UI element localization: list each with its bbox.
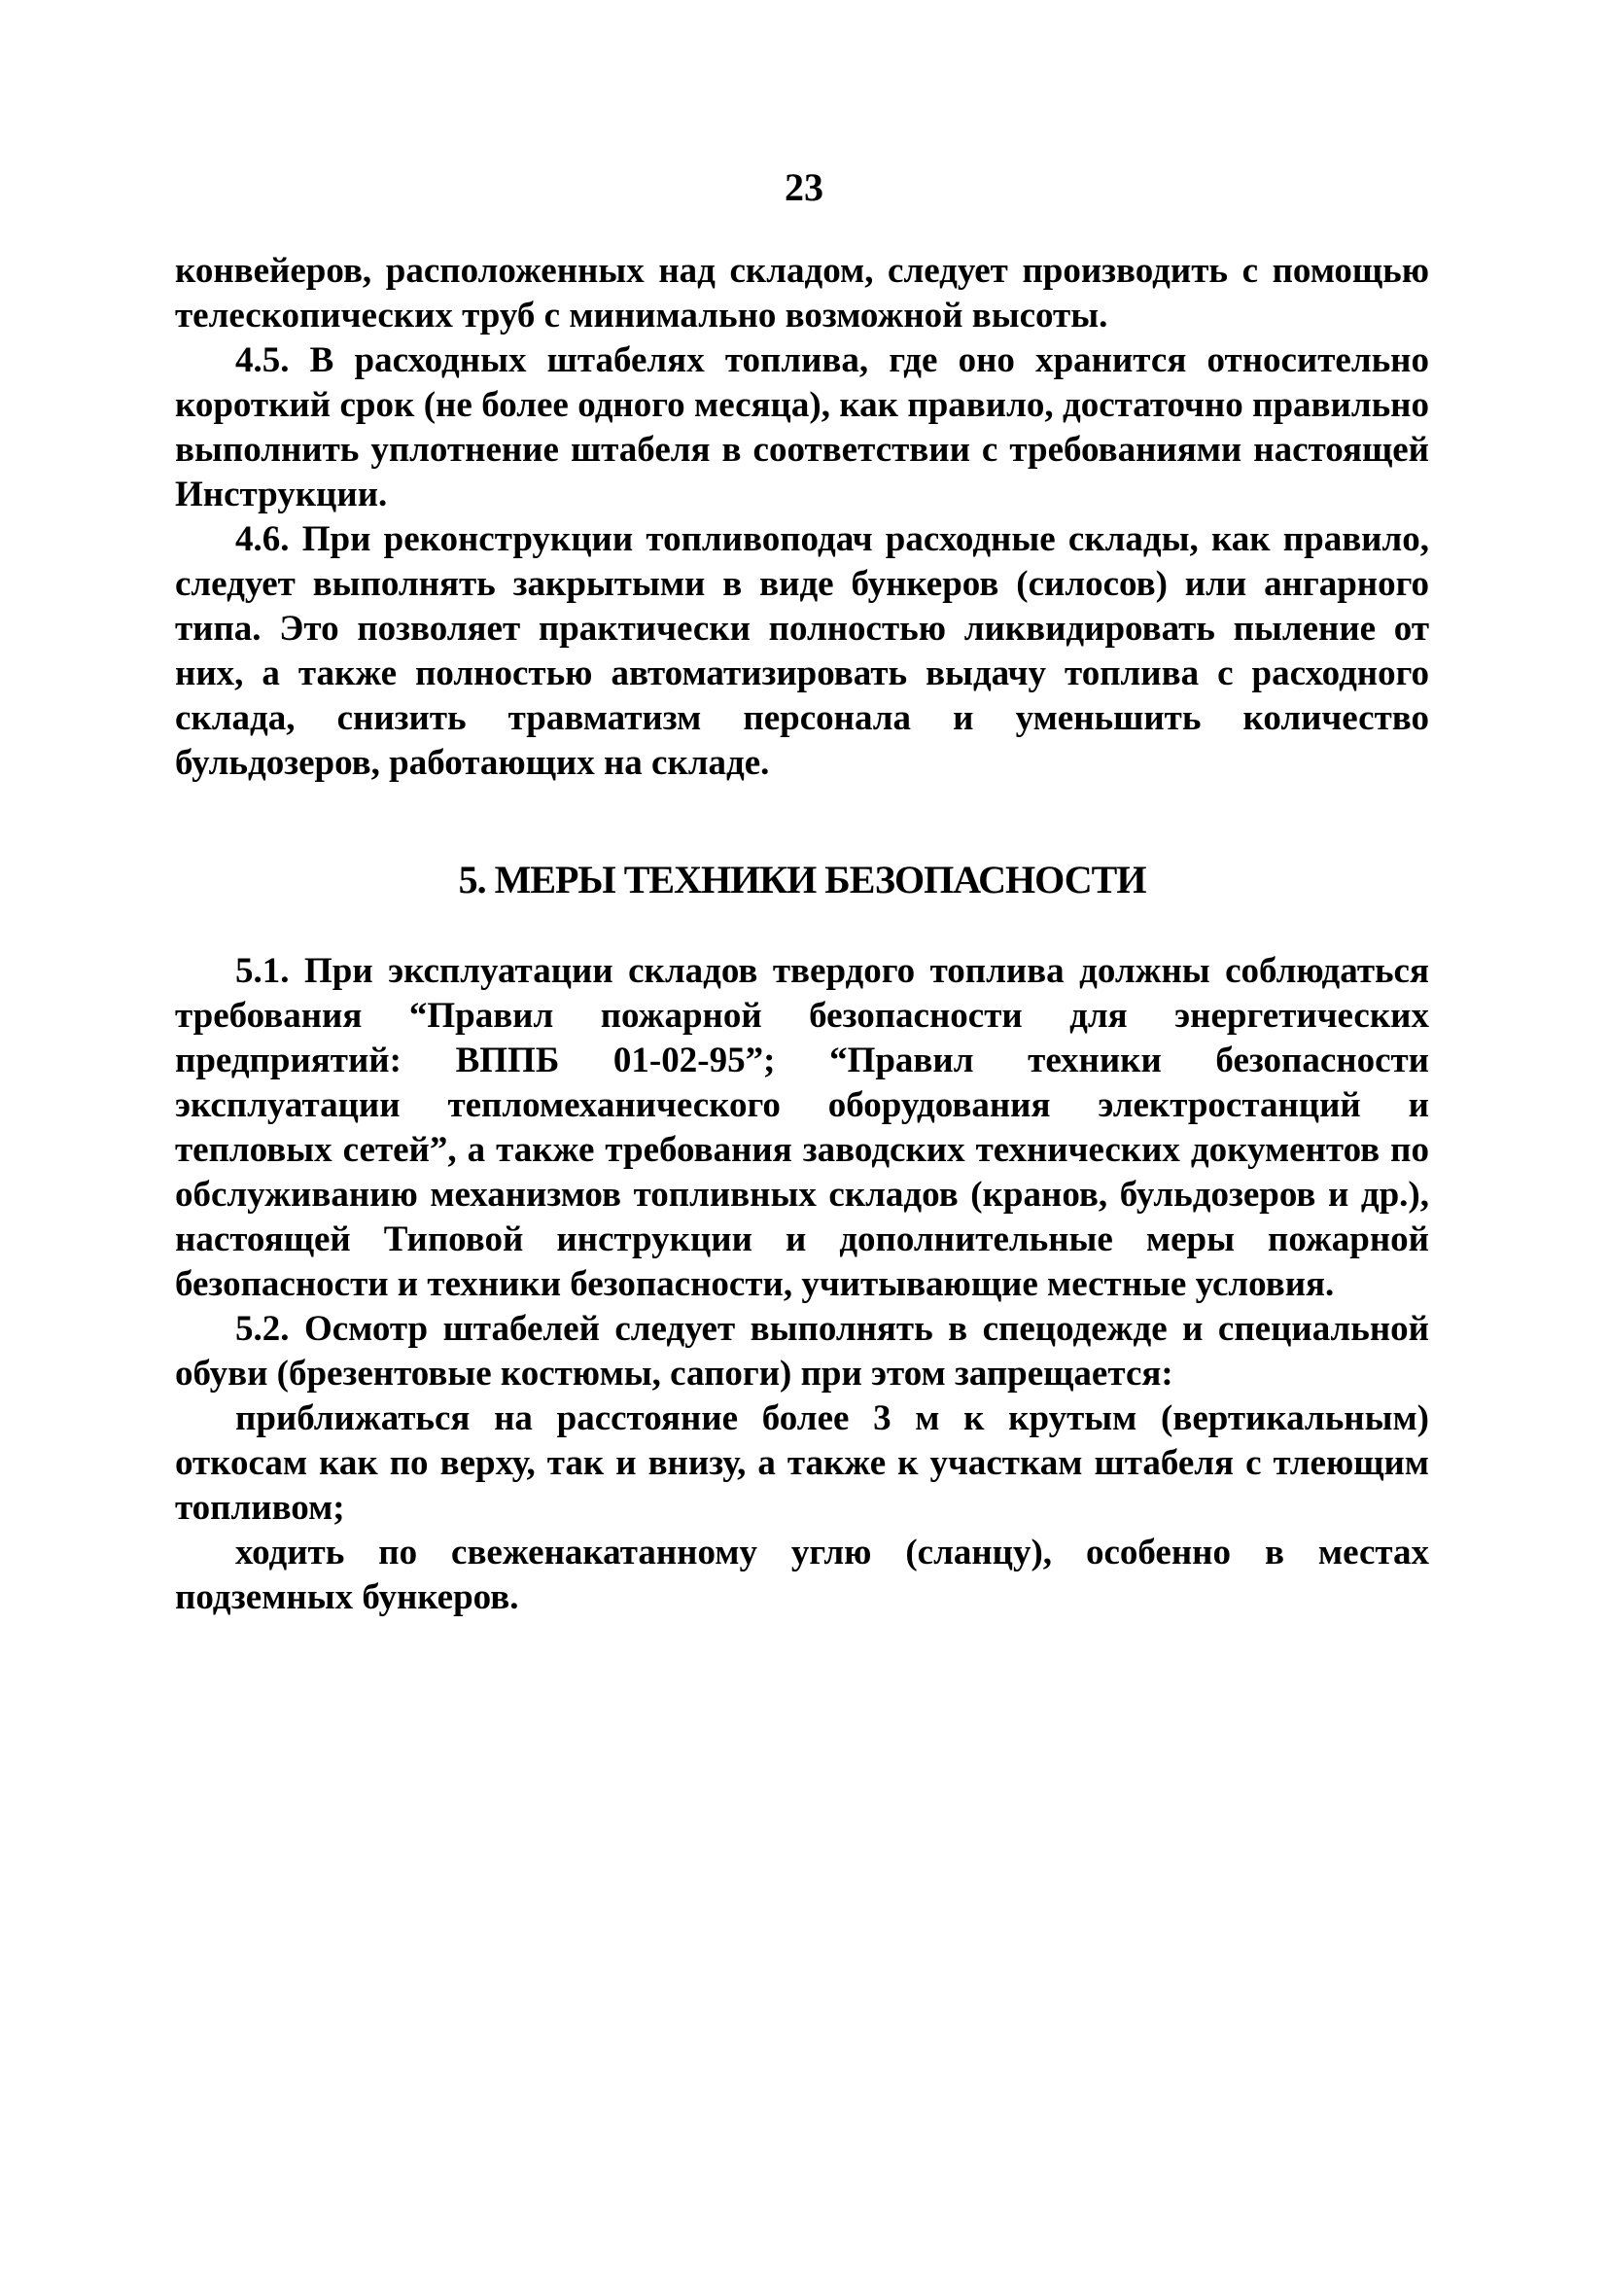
page-number: 23 [785,165,823,209]
text-column [175,249,1429,1620]
list-item-approach: приближаться на расстояние более 3 м к крутым (вертикальным) откосам как по верху, так и внизу, а также к участкам штабеля с тлеющим топливом; [175,1398,1429,1528]
section-heading: 5. МЕРЫ ТЕХНИКИ БЕЗОПАСНОСТИ [458,858,1146,901]
paragraph-4-5: 4.5. В расходных штабелях топлива, где оно хранится относительно короткий срок (не более одного месяца), как правило, достаточно правильно выполнить уплотнение штабеля в соответствии с требованиями настоящей Инструкции. [175,340,1429,514]
paragraph-5-2: 5.2. Осмотр штабелей следует выполнять в спецодежде и специальной обуви (брезентовые костюмы, сапоги) при этом запрещается: [175,1309,1429,1394]
paragraph-4-6: 4.6. При реконструкции топливоподач расходные склады, как правило, следует выполнять закрытыми в виде бункеров (силосов) или ангарного типа. Это позволяет практически полностью ликвидировать пыление от них, а также полностью автоматизировать выдачу топлива с расходного склада, снизить травматизм персонала и уменьшить количество бульдозеров, работающих на складе. [175,519,1429,783]
paragraph-5-1: 5.1. При эксплуатации складов твердого топлива должны соблюдаться требования “Правил пожарной безопасности для энергетических предприятий: ВППБ 01-02-95”; “Правил техники безопасности эксплуатации тепломеханического оборудования электростанций и тепловых сетей”, а также требования заводских технических документов по обслуживанию механизмов топливных складов (кранов, бульдозеров и др.), настоящей Типовой инструкции и дополнительные меры пожарной безопасности и техники безопасности, учитывающие местные условия. [175,951,1429,1304]
paragraph-continuation: конвейеров, расположенных над складом, следует производить с помощью телескопических труб с минимально возможной высоты. [175,251,1429,336]
list-item-walk: ходить по свеженакатанному углю (сланцу), особенно в местах подземных бункеров. [175,1533,1429,1617]
